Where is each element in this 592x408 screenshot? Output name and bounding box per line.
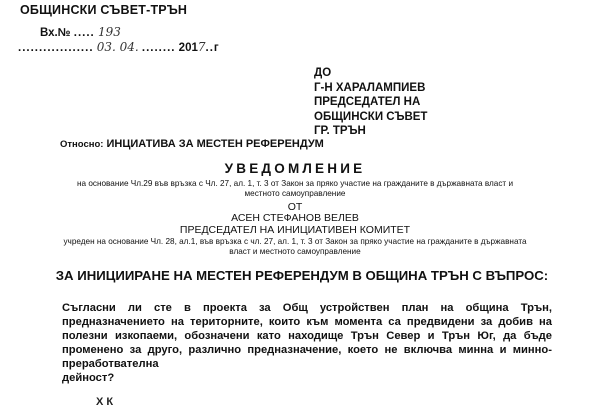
referendum-question-body: Съгласни ли сте в проекта за Общ устройствен план на община Трън, предназначението на територните, които към момента са предвидени за добив на полезни изкопаеми, обозначени като находище Трън Север и Трън Юг, да бъде променено за друго, различно предназначение, което не включва минна и минно-преработвателна bbox=[62, 302, 552, 370]
dotted-leader: .. bbox=[205, 42, 214, 54]
cutoff-text: Х К bbox=[96, 396, 114, 408]
stamp-date-line bbox=[18, 40, 219, 54]
addressee-line: ОБЩИНСКИ СЪВЕТ bbox=[314, 110, 428, 123]
sender-role: ПРЕДСЕДАТЕЛ НА ИНИЦИАТИВЕН КОМИТЕТ bbox=[179, 224, 411, 236]
dotted-leader: .................. bbox=[18, 42, 94, 54]
stamp-reg-number: 193 bbox=[97, 25, 121, 39]
committee-basis: учреден на основание Чл. 28, ал.1, във връзка с чл. 27, ал. 1, т. 3 от Закон за пряко участие на гражданите в държавната власт и местното самоуправление bbox=[63, 237, 527, 256]
stamp-year-unit: г bbox=[213, 42, 219, 54]
sender-name: АСЕН СТЕФАНОВ ВЕЛЕВ bbox=[231, 212, 359, 224]
stamp-year-suffix: 7 bbox=[197, 40, 206, 54]
referendum-headline: ЗА ИНИЦИИРАНЕ НА МЕСТЕН РЕФЕРЕНДУМ В ОБЩИНА ТРЪН С ВЪПРОС: bbox=[55, 268, 549, 283]
dotted-leader: ..... bbox=[73, 27, 95, 39]
addressee-line: ДО bbox=[314, 67, 332, 79]
subject-text: ИНЦИАТИВА ЗА МЕСТЕН РЕФЕРЕНДУМ bbox=[106, 138, 324, 150]
notice-from: ОТ bbox=[287, 201, 303, 213]
stamp-reg-label: Вх.№ bbox=[40, 27, 71, 39]
stamp-year-prefix: 201 bbox=[178, 42, 198, 54]
referendum-question-end: дейност? bbox=[62, 371, 115, 384]
subject-label: Относно: bbox=[60, 139, 104, 150]
referendum-question bbox=[62, 302, 552, 385]
stamp-registration-line bbox=[40, 25, 121, 39]
notice-title: УВЕДОМЛЕНИЕ bbox=[224, 161, 366, 176]
addressee-line: ГР. ТРЪН bbox=[314, 125, 366, 138]
addressee-line: ПРЕДСЕДАТЕЛ НА bbox=[314, 96, 421, 109]
addressee-line: Г-Н ХАРАЛАМПИЕВ bbox=[314, 81, 426, 94]
dotted-leader: ........ bbox=[141, 42, 176, 54]
stamp-council-name: ОБЩИНСКИ СЪВЕТ-ТРЪН bbox=[20, 3, 188, 17]
subject-line bbox=[60, 138, 324, 150]
notice-basis: на основание Чл.29 във връзка с Чл. 27, ал. 1, т. 3 от Закон за пряко участие на гражданите в държавната власт и местното самоуправление bbox=[76, 179, 514, 198]
stamp-date: 03. 04. bbox=[96, 40, 139, 54]
